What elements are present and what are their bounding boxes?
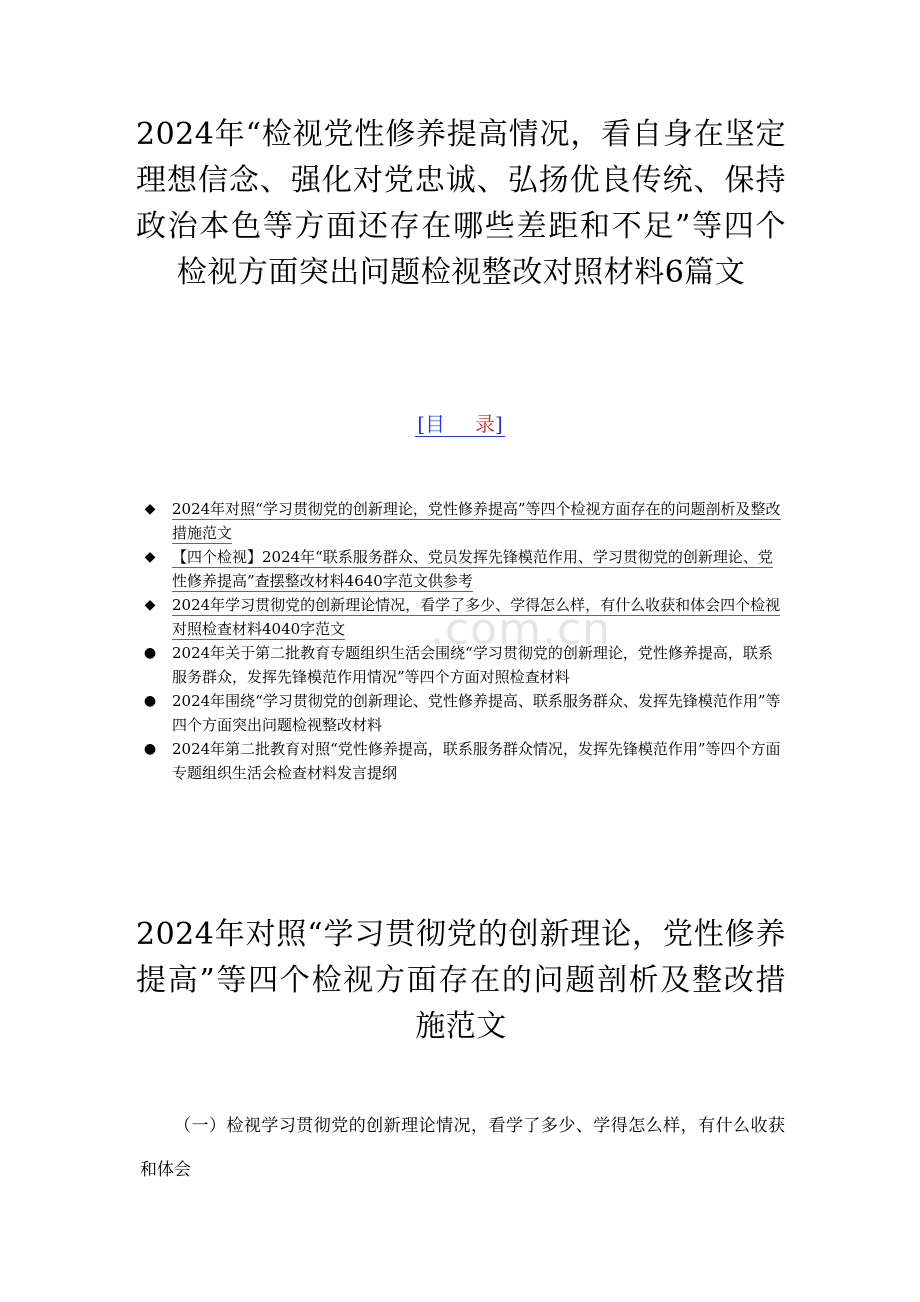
document-title: 2024年“检视党性修养提高情况，看自身在坚定理想信念、强化对党忠诚、弘扬优良传统、保持政治本色等方面还存在哪些差距和不足”等四个检视方面突出问题检视整改对照材料6篇文 (136, 117, 786, 290)
diamond-bullet-icon: ◆ (144, 597, 156, 613)
toc-item (140, 641, 785, 689)
diamond-bullet-icon: ◆ (144, 549, 156, 565)
toc-heading-char-2: 录 (475, 412, 495, 436)
toc-item-link[interactable]: 【四个检视】2024年“联系服务群众、党员发挥先锋模范作用、学习贯彻党的创新理论、党性修养提高”查摆整改材料4640字范文供参考 (172, 548, 773, 590)
toc-heading-link[interactable] (415, 412, 505, 437)
toc-heading[interactable] (0, 410, 920, 438)
toc-item (140, 689, 785, 737)
watermark: .com.cn (430, 604, 612, 655)
toc-item-text: 2024年关于第二批教育专题组织生活会围绕“学习贯彻党的创新理论，党性修养提高，联系服务群众，发挥先锋模范作用情况”等四个方面对照检查材料 (172, 644, 773, 686)
toc-item-link[interactable]: 2024年学习贯彻党的创新理论情况，看学了多少、学得怎么样，有什么收获和体会四个检视对照检查材料4040字范文 (172, 596, 781, 638)
dot-bullet-icon: ● (143, 645, 157, 661)
toc-close-bracket: ] (495, 412, 503, 436)
toc-item (140, 737, 785, 785)
body-paragraph: （一）检视学习贯彻党的创新理论情况，看学了多少、学得怎么样，有什么收获和体会 (140, 1116, 785, 1180)
toc-item-link[interactable]: 2024年对照“学习贯彻党的创新理论，党性修养提高”等四个检视方面存在的问题剖析及整改措施范文 (172, 500, 781, 542)
toc-list (140, 497, 785, 785)
dot-bullet-icon: ● (143, 741, 157, 757)
toc-item-text: 2024年围绕“学习贯彻党的创新理论、党性修养提高、联系服务群众、发挥先锋模范作用”等四个方面突出问题检视整改材料 (172, 692, 781, 734)
dot-bullet-icon: ● (143, 693, 157, 709)
diamond-bullet-icon: ◆ (144, 501, 156, 517)
section-title: 2024年对照“学习贯彻党的创新理论，党性修养提高”等四个检视方面存在的问题剖析及整改措施范文 (136, 917, 786, 1044)
toc-item-text: 2024年第二批教育对照“党性修养提高，联系服务群众情况，发挥先锋模范作用”等四个方面专题组织生活会检查材料发言提纲 (172, 740, 781, 782)
toc-item[interactable] (140, 593, 785, 641)
toc-item[interactable] (140, 545, 785, 593)
toc-item[interactable] (140, 497, 785, 545)
toc-open-bracket: [ (417, 412, 425, 436)
toc-heading-char-1: 目 (425, 412, 445, 436)
